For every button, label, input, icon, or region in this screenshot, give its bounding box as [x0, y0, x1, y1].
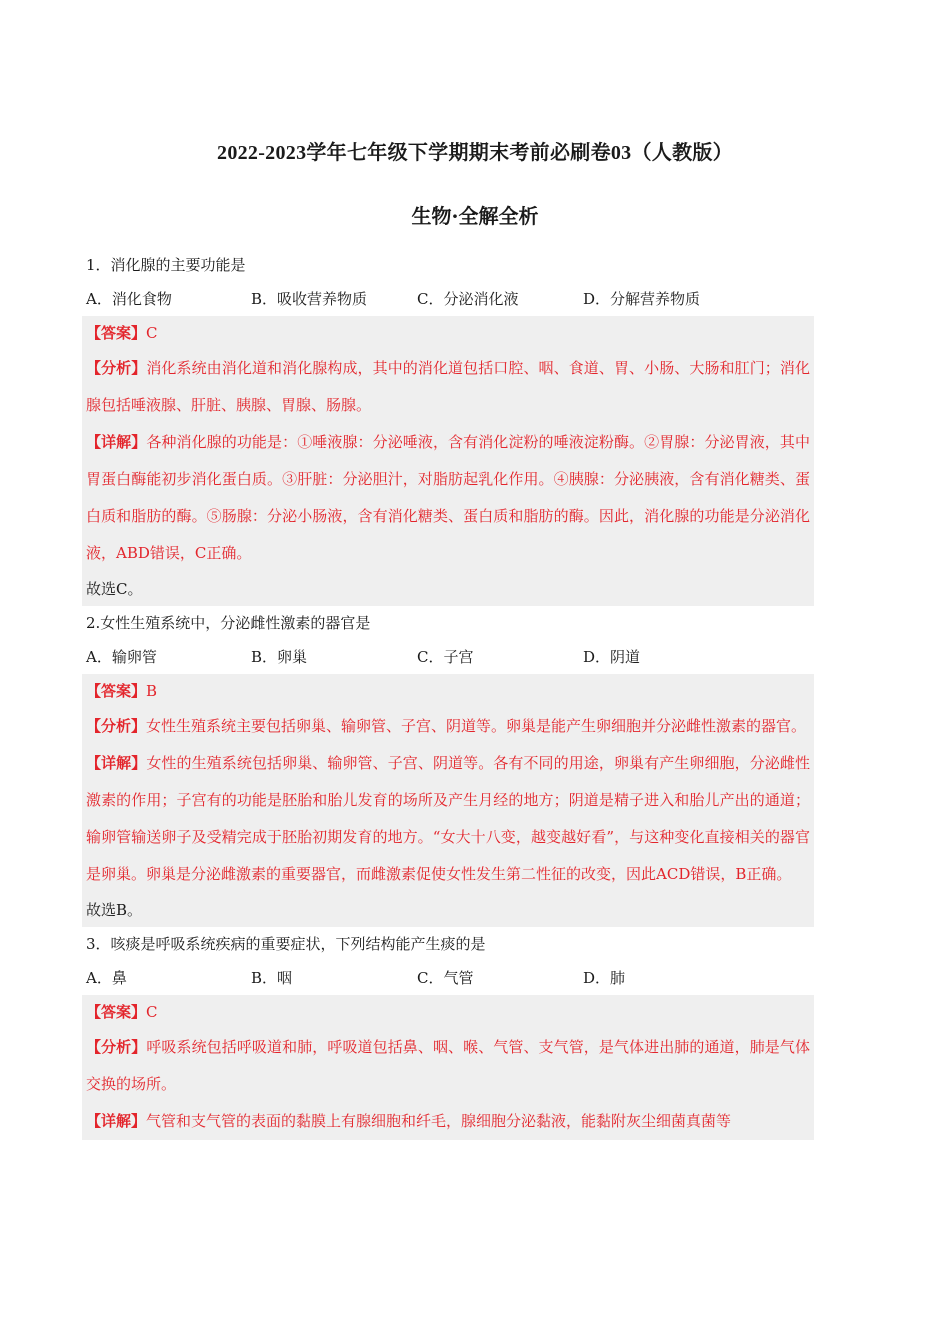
option-a: A．鼻 [86, 969, 127, 987]
option-d: D．阴道 [583, 648, 641, 666]
final-answer: 故选B。 [86, 901, 143, 919]
analysis-tag: 【分析】 [86, 717, 147, 735]
detail-paragraph [86, 745, 810, 893]
option-b: B．卵巢 [251, 648, 308, 666]
question-3 [86, 927, 810, 1140]
detail-tag: 【详解】 [86, 1112, 147, 1130]
option-c: C．气管 [417, 969, 474, 987]
final-answer: 故选C。 [86, 580, 143, 598]
detail-tag: 【详解】 [86, 754, 147, 772]
answer-line [86, 674, 810, 708]
detail-paragraph [86, 424, 810, 572]
question-stem: 3．咳痰是呼吸系统疾病的重要症状，下列结构能产生痰的是 [86, 935, 486, 953]
question-list [86, 248, 810, 1140]
options-row [86, 282, 810, 316]
analysis-text: 呼吸系统包括呼吸道和肺，呼吸道包括鼻、咽、喉、气管、支气管，是气体进出肺的通道，肺是气体交换的场所。 [86, 1038, 810, 1093]
question-stem: 1．消化腺的主要功能是 [86, 256, 246, 274]
detail-paragraph [86, 1103, 810, 1140]
page-subtitle: 生物·全解全析 [411, 204, 539, 228]
option-c: C．分泌消化液 [417, 290, 519, 308]
option-c: C．子宫 [417, 648, 474, 666]
question-stem: 2.女性生殖系统中，分泌雌性激素的器官是 [86, 614, 371, 632]
answer-line [86, 995, 810, 1029]
answer-tag: 【答案】 [86, 324, 147, 342]
page-title: 2022-2023学年七年级下学期期末考前必刷卷03（人教版） [217, 142, 733, 164]
detail-text: 各种消化腺的功能是：①唾液腺：分泌唾液，含有消化淀粉的唾液淀粉酶。②胃腺：分泌胃液，其中胃蛋白酶能初步消化蛋白质。③肝脏：分泌胆汁，对脂肪起乳化作用。④胰腺：分泌胰液，含有消化糖类、蛋白质和脂肪的酶。⑤肠腺：分泌小肠液，含有消化糖类、蛋白质和脂肪的酶。因此，消化腺的功能是分泌消化液，ABD错误，C正确。 [86, 433, 810, 562]
answer-tag: 【答案】 [86, 682, 147, 700]
detail-text: 气管和支气管的表面的黏膜上有腺细胞和纤毛，腺细胞分泌黏液，能黏附灰尘细菌真菌等 [146, 1112, 732, 1130]
answer-tag: 【答案】 [86, 1003, 147, 1021]
analysis-tag: 【分析】 [86, 1038, 147, 1056]
question-1 [86, 248, 810, 606]
detail-tag: 【详解】 [86, 433, 147, 451]
answer-block [82, 316, 814, 606]
analysis-text: 女性生殖系统主要包括卵巢、输卵管、子宫、阴道等。卵巢是能产生卵细胞并分泌雌性激素的器官。 [146, 717, 807, 735]
question-2 [86, 606, 810, 927]
option-d: D．分解营养物质 [583, 290, 701, 308]
analysis-paragraph [86, 350, 810, 424]
option-a: A．消化食物 [86, 290, 172, 308]
answer-block [82, 674, 814, 927]
detail-text: 女性的生殖系统包括卵巢、输卵管、子宫、阴道等。各有不同的用途，卵巢有产生卵细胞，分泌雌性激素的作用；子宫有的功能是胚胎和胎儿发育的场所及产生月经的地方；阴道是精子进入和胎儿产出的通道；输卵管输送卵子及受精完成于胚胎初期发育的地方。“女大十八变，越变越好看”，与这种变化直接相关的器官是卵巢。卵巢是分泌雌激素的重要器官，而雌激素促使女性发生第二性征的改变，因此ACD错误，B正确。 [86, 754, 810, 883]
answer-value: B [146, 682, 158, 700]
analysis-text: 消化系统由消化道和消化腺构成，其中的消化道包括口腔、咽、食道、胃、小肠、大肠和肛门；消化腺包括唾液腺、肝脏、胰腺、胃腺、肠腺。 [86, 359, 810, 414]
options-row [86, 961, 810, 995]
option-b: B．咽 [251, 969, 293, 987]
answer-value: C [146, 324, 158, 342]
answer-value: C [146, 1003, 158, 1021]
option-d: D．肺 [583, 969, 626, 987]
options-row [86, 640, 810, 674]
analysis-paragraph [86, 708, 810, 745]
analysis-paragraph [86, 1029, 810, 1103]
answer-line [86, 316, 810, 350]
answer-block [82, 995, 814, 1140]
option-b: B．吸收营养物质 [251, 290, 368, 308]
analysis-tag: 【分析】 [86, 359, 147, 377]
option-a: A．输卵管 [86, 648, 157, 666]
